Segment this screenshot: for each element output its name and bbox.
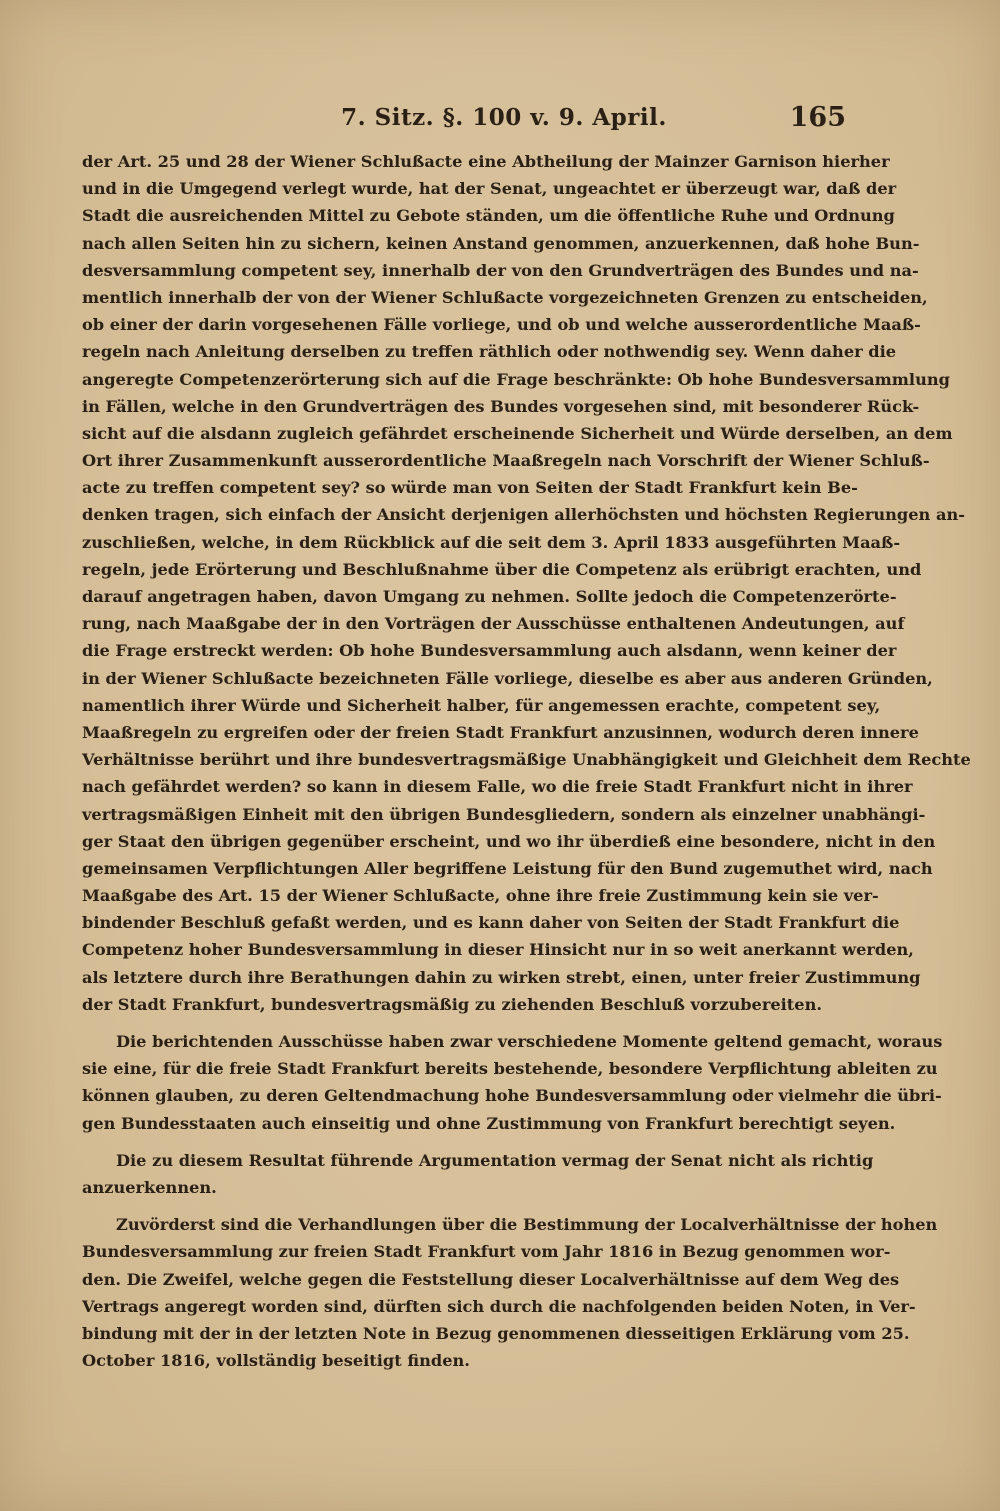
text-line: der Art. 25 und 28 der Wiener Schlußacte eine Abtheilung der Mainzer Garnison hierher <box>82 152 890 171</box>
text-line: Stadt die ausreichenden Mittel zu Gebote ständen, um die öffentliche Ruhe und Ordnung <box>82 206 895 226</box>
text-line: anzuerkennen. <box>82 1177 217 1197</box>
body-text <box>82 148 971 1374</box>
text-line: Die zu diesem Resultat führende Argumentation vermag der Senat nicht als richtig <box>116 1150 874 1170</box>
text-line: Maaßgabe des Art. 15 der Wiener Schlußacte, ohne ihre freie Zustimmung kein sie ver- <box>82 886 879 906</box>
paragraph <box>82 1211 938 1374</box>
paragraph <box>82 1147 874 1201</box>
text-line: die Frage erstreckt werden: Ob hohe Bundesversammlung auch alsdann, wenn keiner der <box>82 641 897 661</box>
page-header <box>82 100 846 140</box>
text-line: acte zu treffen competent sey? so würde man von Seiten der Stadt Frankfurt kein Be- <box>82 478 858 498</box>
text-line: namentlich ihrer Würde und Sicherheit halber, für angemessen erachte, competent sey, <box>82 695 881 715</box>
paragraph-gap <box>82 1137 846 1147</box>
text-line: rung, nach Maaßgabe der in den Vorträgen der Ausschüsse enthaltenen Andeutungen, auf <box>82 614 905 634</box>
text-line: Vertrags angeregt worden sind, dürften sich durch die nachfolgenden beiden Noten, in Ver- <box>82 1296 916 1316</box>
text-line: und in die Umgegend verlegt wurde, hat der Senat, ungeachtet er überzeugt war, daß der <box>82 179 897 199</box>
text-line: als letztere durch ihre Berathungen dahin zu wirken strebt, einen, unter freier Zustimmung <box>82 967 921 987</box>
text-line: darauf angetragen haben, davon Umgang zu nehmen. Sollte jedoch die Competenzerörte- <box>82 587 897 606</box>
text-line: Verhältnisse berührt und ihre bundesvertragsmäßige Unabhängigkeit und Gleichheit dem Rechte <box>82 750 971 770</box>
text-line: gen Bundesstaaten auch einseitig und ohne Zustimmung von Frankfurt berechtigt seyen. <box>82 1113 896 1133</box>
text-line: bindender Beschluß gefaßt werden, und es kann daher von Seiten der Stadt Frankfurt die <box>82 913 900 933</box>
text-line: der Stadt Frankfurt, bundesvertragsmäßig zu ziehenden Beschluß vorzubereiten. <box>82 994 822 1014</box>
text-line: in Fällen, welche in den Grundverträgen des Bundes vorgesehen sind, mit besonderer Rück- <box>82 396 920 416</box>
running-title: 7. Sitz. §. 100 v. 9. April. <box>341 104 667 131</box>
text-line: desversammlung competent sey, innerhalb der von den Grundverträgen des Bundes und na- <box>82 260 919 280</box>
text-line: zuschließen, welche, in dem Rückblick auf die seit dem 3. April 1833 ausgeführten Maaß- <box>82 532 901 552</box>
paragraph-gap <box>82 1018 846 1028</box>
text-line: den. Die Zweifel, welche gegen die Feststellung dieser Localverhältnisse auf dem Weg des <box>82 1269 900 1289</box>
text-line: sicht auf die alsdann zugleich gefährdet erscheinende Sicherheit und Würde derselben, an dem <box>82 423 953 443</box>
text-line: Ort ihrer Zusammenkunft ausserordentliche Maaßregeln nach Vorschrift der Wiener Schluß- <box>82 451 930 471</box>
page-number: 165 <box>789 102 846 133</box>
paragraph <box>82 1028 943 1137</box>
text-line: Zuvörderst sind die Verhandlungen über die Bestimmung der Localverhältnisse der hohen <box>116 1215 938 1235</box>
text-line: October 1816, vollständig beseitigt finden. <box>82 1351 470 1371</box>
text-line: regeln, jede Erörterung und Beschlußnahme über die Competenz als erübrigt erachten, und <box>82 559 922 579</box>
text-line: Competenz hoher Bundesversammlung in dieser Hinsicht nur in so weit anerkannt werden, <box>82 940 914 960</box>
text-line: sie eine, für die freie Stadt Frankfurt bereits bestehende, besondere Verpflichtung ableiten zu <box>82 1059 938 1079</box>
text-line: Maaßregeln zu ergreifen oder der freien Stadt Frankfurt anzusinnen, wodurch deren innere <box>82 722 919 742</box>
text-line: können glauben, zu deren Geltendmachung hohe Bundesversammlung oder vielmehr die übri- <box>82 1086 942 1106</box>
text-line: in der Wiener Schlußacte bezeichneten Fälle vorliege, dieselbe es aber aus anderen Gründen, <box>82 668 933 688</box>
text-line: gemeinsamen Verpflichtungen Aller begriffene Leistung für den Bund zugemuthet wird, nach <box>82 858 933 878</box>
text-line: ob einer der darin vorgesehenen Fälle vorliege, und ob und welche ausserordentliche Maaß- <box>82 315 921 335</box>
text-line: nach gefährdet werden? so kann in diesem Falle, wo die freie Stadt Frankfurt nicht in ihrer <box>82 777 913 797</box>
text-line: denken tragen, sich einfach der Ansicht derjenigen allerhöchsten und höchsten Regierungen an- <box>82 505 965 525</box>
text-line: Die berichtenden Ausschüsse haben zwar verschiedene Momente geltend gemacht, woraus <box>116 1032 943 1051</box>
paragraph-gap <box>82 1201 846 1211</box>
text-line: vertragsmäßigen Einheit mit den übrigen Bundesgliedern, sondern als einzelner unabhängi- <box>82 804 926 824</box>
text-line: nach allen Seiten hin zu sichern, keinen Anstand genommen, anzuerkennen, daß hohe Bun- <box>82 233 920 253</box>
text-line: bindung mit der in der letzten Note in Bezug genommenen diesseitigen Erklärung vom 25. <box>82 1323 910 1343</box>
text-line: angeregte Competenzerörterung sich auf die Frage beschränkte: Ob hohe Bundesversammlung <box>82 369 950 389</box>
text-line: ger Staat den übrigen gegenüber erscheint, und wo ihr überdieß eine besondere, nicht in den <box>82 831 936 851</box>
text-line: Bundesversammlung zur freien Stadt Frankfurt vom Jahr 1816 in Bezug genommen wor- <box>82 1242 891 1262</box>
text-line: regeln nach Anleitung derselben zu treffen räthlich oder nothwendig sey. Wenn daher die <box>82 342 897 362</box>
paragraph <box>82 148 971 1018</box>
text-line: mentlich innerhalb der von der Wiener Schlußacte vorgezeichneten Grenzen zu entscheiden, <box>82 287 928 307</box>
